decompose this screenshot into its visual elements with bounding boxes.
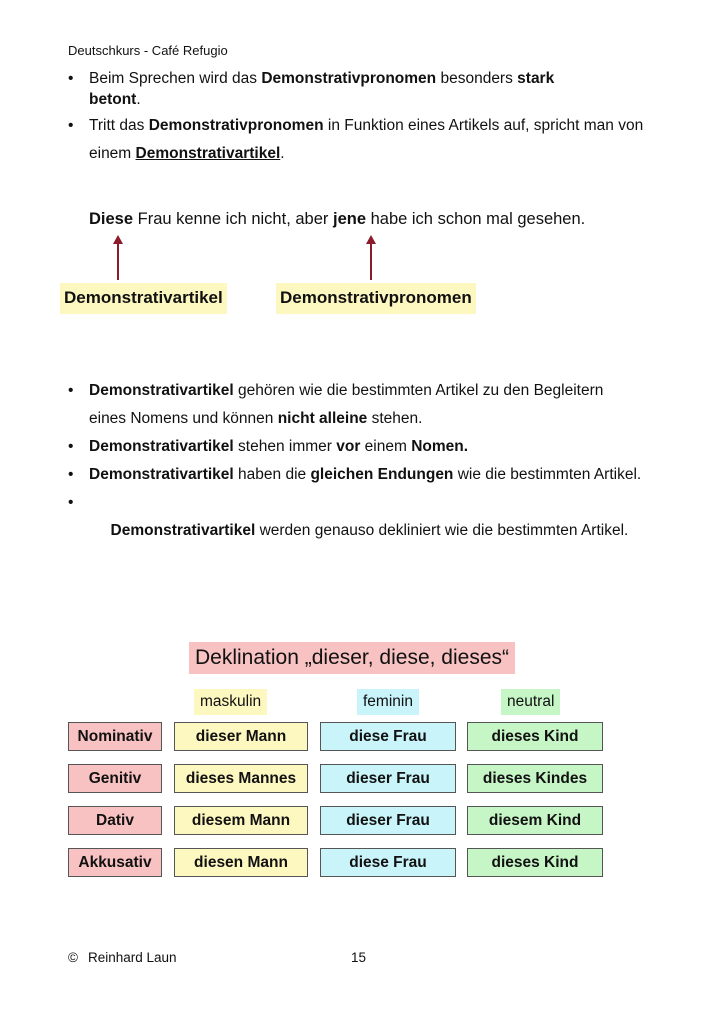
- cell-feminin: diese Frau: [320, 848, 456, 877]
- cell-feminin: dieser Frau: [320, 764, 456, 793]
- gender-neutral: neutral: [501, 689, 560, 715]
- footer-author: Reinhard Laun: [88, 950, 177, 965]
- cell-neutral: dieses Kind: [467, 848, 603, 877]
- case-dativ: Dativ: [68, 806, 162, 835]
- page-number: 15: [351, 950, 367, 965]
- bullet-item: • Tritt das Demonstrativpronomen in Funktion eines Artikels auf, spricht man von einem Demonstrativartikel.: [68, 112, 649, 168]
- cell-maskulin: dieses Mannes: [174, 764, 308, 793]
- cell-maskulin: diesen Mann: [174, 848, 308, 877]
- case-nominativ: Nominativ: [68, 722, 162, 751]
- case-genitiv: Genitiv: [68, 764, 162, 793]
- bullet-item: • Demonstrativartikel gehören wie die bestimmten Artikel zu den Begleitern eines Nomens und können nicht alleine stehen.: [68, 377, 629, 433]
- intro-bullets: [68, 68, 668, 168]
- label-demonstrativpronomen: Demonstrativpronomen: [276, 283, 476, 314]
- cell-feminin: dieser Frau: [320, 806, 456, 835]
- cell-maskulin: dieser Mann: [174, 722, 308, 751]
- rules-bullets: [68, 377, 668, 573]
- cell-maskulin: diesem Mann: [174, 806, 308, 835]
- cell-feminin: diese Frau: [320, 722, 456, 751]
- bullet-item: • Demonstrativartikel haben die gleichen Endungen wie die bestimmten Artikel.: [68, 461, 664, 489]
- copyright-icon: ©: [68, 950, 78, 965]
- label-demonstrativartikel: Demonstrativartikel: [60, 283, 227, 314]
- arrow-up-icon: [370, 243, 372, 280]
- cell-neutral: dieses Kindes: [467, 764, 603, 793]
- arrow-up-icon: [117, 243, 119, 280]
- bullet-item: • Beim Sprechen wird das Demonstrativpronomen besonders stark betont.: [68, 68, 609, 110]
- example-sentence: Diese Frau kenne ich nicht, aber jene habe ich schon mal gesehen.: [89, 210, 586, 228]
- gender-maskulin: maskulin: [194, 689, 267, 715]
- cell-neutral: dieses Kind: [467, 722, 603, 751]
- cell-neutral: diesem Kind: [467, 806, 603, 835]
- declension-title: Deklination „dieser, diese, dieses“: [189, 642, 515, 674]
- bullet-item: • Demonstrativartikel stehen immer vor einem Nomen.: [68, 433, 668, 461]
- gender-feminin: feminin: [357, 689, 419, 715]
- bullet-item: • Demonstrativartikel werden genauso dekliniert wie die bestimmten Artikel.: [68, 489, 629, 573]
- document-header: Deutschkurs - Café Refugio: [68, 43, 228, 58]
- case-akkusativ: Akkusativ: [68, 848, 162, 877]
